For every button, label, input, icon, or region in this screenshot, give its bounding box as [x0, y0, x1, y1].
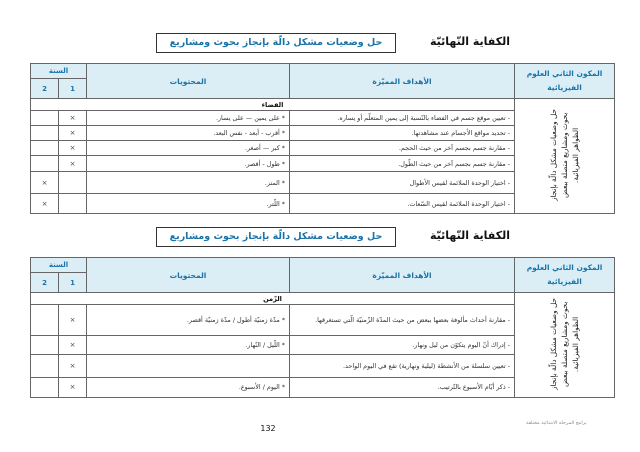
- year-1-mark: ×: [59, 126, 87, 141]
- year-2-header: 2: [31, 79, 59, 99]
- year-1-mark: [59, 194, 87, 214]
- year-2-mark: [31, 126, 59, 141]
- objectives-header: الأهداف المميّزة: [290, 258, 515, 293]
- year-1-header: 1: [59, 273, 87, 293]
- content-cell: * المتر.: [87, 172, 290, 194]
- year-1-mark: ×: [59, 335, 87, 354]
- content-cell: * اللّيل / النّهار.: [87, 335, 290, 354]
- content-cell: * كبر — أصغر.: [87, 141, 290, 156]
- year-2-header: 2: [31, 273, 59, 293]
- objective-cell: - اختيار الوحدة الملائمة لقيس الأطوال: [290, 172, 515, 194]
- objectives-header: الأهداف المميّزة: [290, 64, 515, 99]
- contents-header: المحتويات: [87, 258, 290, 293]
- competency-header-1: [0, 33, 640, 53]
- year-2-mark: [31, 141, 59, 156]
- component-cell: [515, 293, 615, 398]
- year-1-mark: ×: [59, 377, 87, 397]
- curriculum-table-2: [30, 257, 615, 398]
- section-title: الزّمن: [31, 293, 515, 305]
- year-1-mark: ×: [59, 305, 87, 336]
- objective-cell: - مقارنة جسم بجسم آخر من حيث الطّول.: [290, 156, 515, 172]
- section-title: الفضاء: [31, 99, 515, 111]
- content-cell: [87, 355, 290, 377]
- footer-note: برامج المرحلة الابتدائية مختلفة: [526, 421, 587, 426]
- year-2-mark: ×: [31, 172, 59, 194]
- competency-label: الكفاية النّهائيّة: [429, 35, 510, 48]
- year-1-mark: [59, 172, 87, 194]
- objective-cell: - مقارنة جسم بجسم آخر من حيث الحجم.: [290, 141, 515, 156]
- content-cell: * اليوم / الأسبوع.: [87, 377, 290, 397]
- component-header: المكون الثاني العلوم الفيزيائية: [515, 258, 615, 293]
- component-text: حل وضعيات مشكل دالّة بإنجاز بحوث ومشاريع متصلة ببعض الظواهر الفيزيائية.: [549, 298, 581, 390]
- content-cell: * طول - أقصر.: [87, 156, 290, 172]
- year-header: السنة: [31, 258, 87, 273]
- objective-cell: - تعيين سلسلة من الأنشطة (ليلية ونهارية) تقع في اليوم الواحد.: [290, 355, 515, 377]
- objective-cell: - إدراك أنّ اليوم يتكوّن من ليل ونهار.: [290, 335, 515, 354]
- content-cell: * مدّة زمنيّة أطول / مدّة زمنيّة أقصر.: [87, 305, 290, 336]
- year-2-mark: [31, 156, 59, 172]
- competency-text-box: حل وضعيات مشكل دالّة بإنجاز بحوث ومشاريع: [156, 227, 396, 247]
- year-2-mark: [31, 111, 59, 126]
- year-2-mark: [31, 335, 59, 354]
- objective-cell: - ذكر أيّام الأسبوع بالتّرتيب.: [290, 377, 515, 397]
- year-1-mark: ×: [59, 141, 87, 156]
- content-cell: * على يمين — على يسار.: [87, 111, 290, 126]
- contents-header: المحتويات: [87, 64, 290, 99]
- year-header: السنة: [31, 64, 87, 79]
- objective-cell: - تعيين موقع جسم في الفضاء بالنّسبة إلى يمين المتعلّم أو يساره.: [290, 111, 515, 126]
- objective-cell: - اختيار الوحدة الملائمة لقيس السّعات.: [290, 194, 515, 214]
- content-cell: * أقرب - أبعد - نفس البعد.: [87, 126, 290, 141]
- year-2-mark: [31, 355, 59, 377]
- year-2-mark: [31, 305, 59, 336]
- component-text: حل وضعيات مشكل دالّة بإنجاز بحوث ومشاريع متصلة ببعض الظواهر الفيزيائية.: [549, 109, 581, 201]
- year-1-mark: ×: [59, 156, 87, 172]
- component-cell: [515, 99, 615, 214]
- year-2-mark: [31, 377, 59, 397]
- objective-cell: - مقارنة أحداث مألوفة بعضها ببعض من حيث المدّة الزّمنيّة الّتي تستغرقها.: [290, 305, 515, 336]
- component-header: المكون الثاني العلوم الفيزيائية: [515, 64, 615, 99]
- year-1-header: 1: [59, 79, 87, 99]
- competency-text-box: حل وضعيات مشكل دالّة بإنجاز بحوث ومشاريع: [156, 33, 396, 53]
- content-cell: * اللّتر.: [87, 194, 290, 214]
- curriculum-table-1: [30, 63, 615, 214]
- year-1-mark: ×: [59, 355, 87, 377]
- year-1-mark: ×: [59, 111, 87, 126]
- objective-cell: - تحديد مواقع الأجسام عند مشاهدتها.: [290, 126, 515, 141]
- year-2-mark: ×: [31, 194, 59, 214]
- competency-header-2: [0, 227, 640, 247]
- page-number: 132: [260, 424, 276, 433]
- competency-label: الكفاية النّهائيّة: [429, 229, 510, 242]
